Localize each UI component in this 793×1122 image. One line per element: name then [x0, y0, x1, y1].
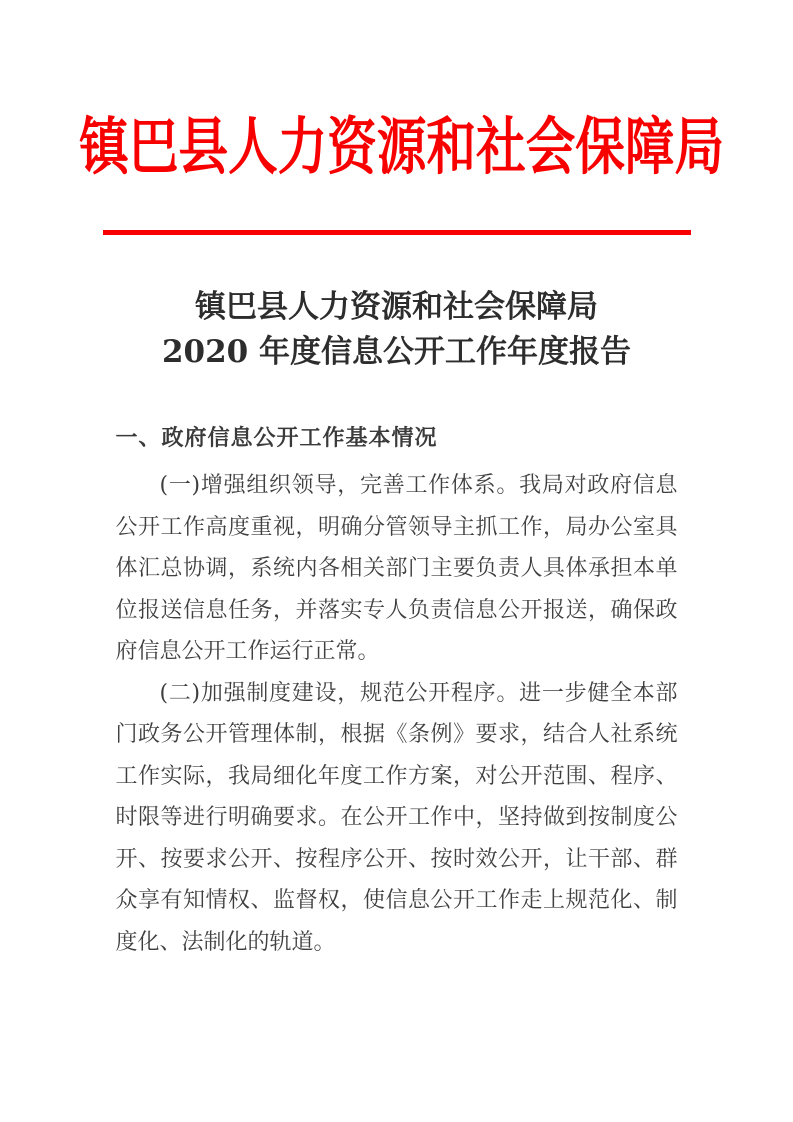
document-title-line1: 镇巴县人力资源和社会保障局: [195, 289, 598, 325]
letterhead-agency-name: 镇巴县人力资源和社会保障局: [79, 110, 725, 183]
document-title-line2: 2020 年度信息公开工作年度报告: [161, 334, 632, 370]
section-1-paragraph-1: (一)增强组织领导，完善工作体系。我局对政府信息公开工作高度重视，明确分管领导主抓工作，局办公室具体汇总协调，系统内各相关部门主要负责人具体承担本单位报送信息任务，并落实专人负责信息公开报送，确保政府信息公开工作运行正常。: [115, 473, 678, 664]
document-title: [0, 285, 793, 375]
document-body: [116, 421, 678, 963]
section-1-heading: 一、政府信息公开工作基本情况: [115, 426, 438, 451]
section-1-paragraph-2: (二)加强制度建设，规范公开程序。进一步健全本部门政务公开管理体制，根据《条例》要求，结合人社系统工作实际，我局细化年度工作方案，对公开范围、程序、时限等进行明确要求。在公开工作中，坚持做到按制度公开、按要求公开、按程序公开、按时效公开，让干部、群众享有知情权、监督权，使信息公开工作走上规范化、制度化、法制化的轨道。: [115, 680, 678, 955]
letterhead-divider-rule: [103, 230, 691, 235]
